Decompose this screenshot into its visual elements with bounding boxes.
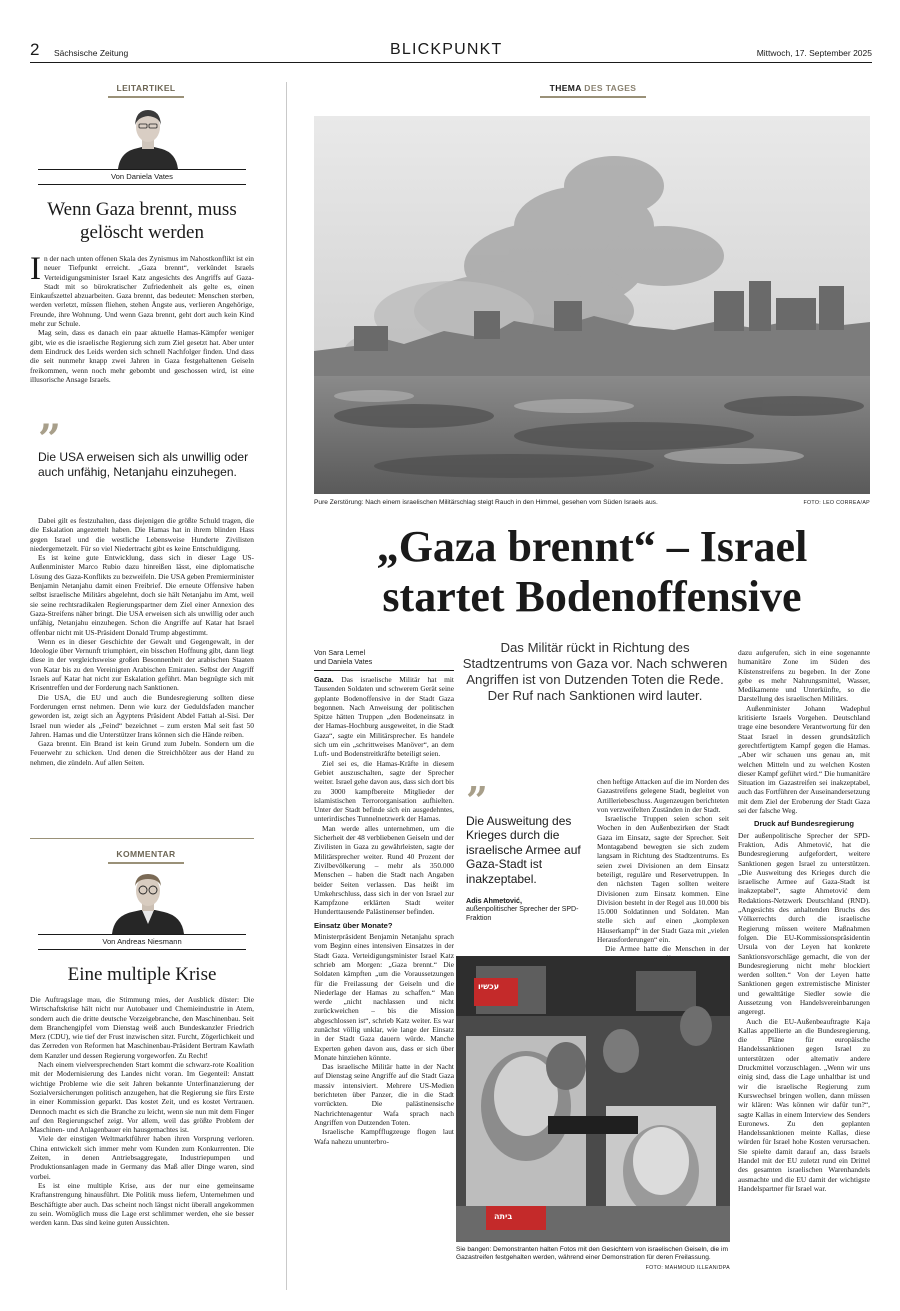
kommentar-body (30, 995, 254, 1227)
avatar-underline-2 (38, 934, 246, 935)
page-number: 2 (30, 40, 40, 59)
byline-line-2: und Daniela Vates (314, 657, 373, 666)
col2-para-3: Die Armee hatte die Menschen in der (605, 944, 729, 954)
col2-para-2: Israelische Truppen seien schon seit Wochen in den Außenbezirken der Stadt Gaza im Einsatz, sagte der Sprecher. Seit Montagabend bewegten sie sich zudem langsam in Richtung des Stadtzentrums. Es seien zwei Divisionen an dem Einsatz beteiligt, reguläre und Reservetruppen. In den nächsten Tagen sollten weitere Divisionen zum Einsatz kommen. Eine Division besteht in der Regel aus 10.000 bis 15.000 Soldatinnen und Soldaten. Man stelle sich auf einen „komplexen Häuserkampf“ in der Stadt Gaza mit „vielen Herausforderungen“ ein. (597, 814, 729, 945)
main-headline-line-2: startet Bodenoffensive (382, 572, 802, 621)
main-photo-caption: Pure Zerstörung: Nach einem israelischen Militärschlag steigt Rauch in den Himmel, gesehen vom Süden Israels aus. (314, 499, 658, 506)
col1-para-6: Israelische Kampfflugzeuge flogen laut Wafa nahezu ununterbro- (314, 1127, 454, 1146)
header-rule (30, 62, 872, 63)
col3-para-3: Der außenpolitische Sprecher der SPD-Fraktion, Adis Ahmetović, hat die Bundesregierung aufgefordert, weitere Sanktionen gegen Israel zu unterstützen. „Die Ausweitung des Krieges durch die israelische Armee auf Gaza-Stadt ist inakzeptabel“, sagte Ahmetović dem Redaktions-Netzwerk Deutschland (RND). „Angesichts des anhaltenden Bruchs des Völkerrechts durch die israelische Regierung müssen weitere Maßnahmen folgen. Die EU-Kommissionspräsidentin Ursula von der Leyen hat konkrete Sanktionsvorschläge gemacht, die von der Bundesregierung nicht mehr blockiert werden sollten.“ Von der Leyen hatte Sanktionen gegen extremistische Minister und gewalttätige Siedler sowie die Aussetzung von Handelsvereinbarungen angeregt. (738, 830, 870, 1017)
kommentar-para-4: Es ist eine multiple Krise, aus der nur eine gemeinsame Kraftanstrengung hinausführt. Die Politik muss liefern, Unternehmen und Beschäftigte aber auch. Das scheint noch längst nicht überall angekommen zu sein. Womöglich muss die Lage erst schlimmer werden, ehe sie besser werden kann. Das sind keine guten Aussichten. (30, 1180, 254, 1228)
protest-photo-caption: Sie bangen: Demonstranten halten Fotos mit den Gesichtern von israelischen Geiseln, die im Gazastreifen festgehalten werden, während einer Demonstration für deren Freilassung. (456, 1246, 728, 1262)
byline-underline (38, 184, 246, 185)
col1-para-1: Das israelische Militär hat mit Tausenden Soldaten und schwerem Gerät seine geplante Bodenoffensive in der Stadt Gaza begonnen. Nach Anweisung der politischen Spitze hätten Truppen „den Bodeneinsatz in der Hamas-Hochburg ausgeweitet, in die Stadt Gaza“, sagte ein Militärsprecher. Es handele sich um ein „schrittweises Manöver“, an dem Luft- und Bodenstreitkräfte beteiligt seien. (314, 675, 454, 759)
dateline: Gaza. (314, 675, 334, 684)
leitartikel-headline (30, 198, 254, 244)
page-header (30, 40, 872, 62)
leitartikel-byline: Von Daniela Vates (111, 172, 173, 181)
leitartikel-para-6: Die USA, die EU und auch die Bundesregierung sollten diese Forderungen ernst nehmen. Denn wie kurz der Geduldsfaden mancher geworden ist, zeigt sich an Ägyptens Präsident Abdel Fattah al-Sisi. Der Israel nun wieder als „Feind“ bezeichnet – zum ersten Mal seit fast 50 Jahren. Hamas und die Unterstützer Irans können sich die Hände reiben. (30, 692, 254, 739)
thema-tag (540, 83, 646, 98)
kommentar-para-1: Die Auftragslage mau, die Stimmung mies, der Ausblick düster: Die Wirtschaftskrise hält nicht nur Autobauer und Chemieindustrie in Atem, sondern auch die dritte deutsche Vorzeigebranche, den Maschinenbau. Seit dem Branchengipfel vom Dienstag weiß auch Bundeskanzler Friedrich Merz (CDU), wie tief der Frust inzwischen sitzt. Furcht, Zögerlichkeit und das Zerreden von Reformen hat Maschinenbau-Präsident Bertram Kawlath dem Kanzler und dessen Regierung vorgeworfen. Zu Recht! (30, 995, 254, 1060)
author-avatar-niesmann (108, 866, 188, 934)
col3-para-4: Auch die EU-Außenbeauftragte Kaja Kallas appellierte an die Bundesregierung, die Pläne für europäische Handelssanktionen gegen Israel zu unterstützen oder alternativ andere Druckmittel vorzuschlagen. „Wenn wir uns einig sind, dass die Lage unhaltbar ist und wir die israelische Regierung zum Kurswechsel bringen wollen, dann müssen wir klären: Was können wir dafür tun?“, sagte Kallas in einem Interview des Senders Euronews. Zu den geplanten Handelssanktionen meinte Kallas, diese würden für Israel hohe Kosten verursachen. Sie spielte damit darauf an, dass Israels Handel mit der EU zuletzt rund ein Drittel des gesamten israelischen Warenhandels ausmachte und die EU damit der wichtigste Handelspartner für Israel war. (738, 1016, 870, 1193)
kommentar-headline: Eine multiple Krise (67, 964, 217, 985)
section-separator (30, 838, 254, 839)
main-photo (314, 116, 870, 494)
leitartikel-para-3: Dabei gilt es festzuhalten, dass diejenigen die größte Schuld tragen, die die Eskalation angezettelt haben. Die Hamas hat in ihrem blinden Hass gegen Israel und die westliche Lebensweise Hunderte Zivilisten niedergemetzelt. Für so viel Niedertracht gibt es keine Entschuldigung. (30, 516, 254, 553)
leitartikel-para-1: n der nach unten offenen Skala des Zynismus im Nahostkonflikt ist ein neuer Tiefpunkt erreicht. „Gaza brennt“, verkündet Israels Verteidigungsminister Israel Katz angesichts des Angriffs auf Gaza-Stadt mit so bürokratischer Zufriedenheit als gelte es, einen Einkaufszettel abzuarbeiten. Gaza brennt, das bedeutet: Menschen sterben, werden verletzt, müssen fliehen, stehen Ängste aus, verlieren Angehörige, Freunde, ihre Wohnung. Und wenn Gaza brennt, geht dort auch kein Kind mehr zur Schule. (30, 254, 254, 329)
article-byline (314, 648, 454, 666)
thema-tag-bold: THEMA (549, 83, 582, 93)
col3-para-1: dazu aufgerufen, sich in eine sogenannte humanitäre Zone im Süden des Küstenstreifens zu begeben. In der Zone gebe es mehr Nahrungsmittel, Wasser, Medikamente und Unterkünfte, so die Darstellung des israelischen Militärs. (738, 648, 870, 704)
col1-para-3: Man werde alles unternehmen, um die Sicherheit der 48 verbliebenen Geiseln und der Zivilisten in Gaza zu gewährleisten, sagte der Militärsprecher weiter. Rund 40 Prozent der Zivilbevölkerung – mehr als 350.000 Menschen – haben die Stadt nach Angaben beider Seiten verlassen. Das heißt im Umkehrschluss, dass sich in der von Israel zur Kampfzone erklärten Stadt weiter Hunderttausende Palästinenser befinden. (314, 823, 454, 917)
article-teaser: Das Militär rückt in Richtung des Stadtzentrums von Gaza vor. Nach schweren Angriffen ist von Dutzenden Toten die Rede. Der Ruf nach Sanktionen wird lauter. (462, 640, 728, 703)
thema-pull-quote (466, 778, 590, 923)
thema-tag-light: DES TAGES (584, 83, 637, 93)
col1-para-5: Das israelische Militär hatte in der Nacht auf Dienstag seine Angriffe auf die Stadt Gaza massiv intensiviert. Mehrere US-Medien berichteten über Panzer, die in die Stadt vorrückten. Die palästinensische Nachrichtenagentur Wafa sprach nach Angriffen von Dutzenden Toten. (314, 1062, 454, 1127)
kommentar-para-2: Nach einem vielversprechenden Start kommt die schwarz-rote Koalition mit der Modernisierung des Landes nicht voran. Im Gegenteil: Anstatt wichtige Probleme wie die seit Jahren bekannte Unterfinanzierung der Sozialversicherungen politisch anzugehen, hat die Regierung sie fürs Erste in einer Kommission geparkt. Das kostet Zeit, und es kostet Vertrauen. Dennoch macht es sich die Branche zu leicht, wenn sie nun mit dem Finger auf den Regierungschef zeigt. Vor allem, weil das größte Problem der Maschinen- und Anlagenbauer ein hausgemachtes ist. (30, 1060, 254, 1135)
section-title: BLICKPUNKT (390, 41, 503, 58)
headline-line-2: gelöscht werden (80, 222, 204, 243)
main-photo-credit: FOTO: LEO CORREA/AP (803, 500, 870, 506)
quote-mark-icon-2: ” (466, 778, 488, 823)
article-column-3 (738, 648, 870, 1193)
main-headline-line-1: „Gaza brennt“ – Israel (376, 522, 808, 571)
leitartikel-tag: LEITARTIKEL (108, 83, 184, 98)
author-avatar-vates (112, 103, 184, 169)
col1-para-2: Ziel sei es, die Hamas-Kräfte in diesem Gebiet auszuschalten, sagte der Sprecher weiter. Israel gehe davon aus, dass sich dort bis zu 3000 kampfbereite Mitglieder der islamistischen Terrororganisation aufhielten. Unter der Stadt befinde sich ein ausgedehntes, unterirdisches Tunnelnetzwerk der Hamas. (314, 758, 454, 824)
byline-line-1: Von Sara Lemel (314, 648, 366, 657)
quote-role: außenpolitischer Sprecher der SPD-Fraktion (466, 906, 579, 922)
quote-mark-icon: ” (38, 416, 62, 463)
leitartikel-para-5: Wenn es in dieser Geschichte der Gewalt und Gegengewalt, in der Ideologie über Vernunft triumphiert, ein bisschen Hoffnung gibt, dann liegt diese in der vergleichsweise großen Besonnenheit der arabischen Staaten von Katar bis zu den Vereinigten Arabischen Emiraten. Selbst der Angriff Israels auf Katar hat nicht zur Eskalation geführt. Man begnügte sich mit Krisentreffen und der Forderung nach Sanktionen. (30, 636, 254, 693)
pull-quote-text: Die USA erweisen sich als unwillig oder auch unfähig, Netanjahu einzuhegen. (38, 450, 249, 479)
article-column-1 (314, 675, 454, 1146)
protest-photo-credit: FOTO: MAHMOUD ILLEAN/DPA (645, 1265, 730, 1271)
paper-name: Sächsische Zeitung (54, 48, 129, 58)
headline-line-1: Wenn Gaza brennt, muss (47, 199, 237, 220)
avatar-underline (38, 169, 246, 170)
article-column-2 (597, 777, 729, 963)
column-divider (286, 82, 287, 1290)
col1-subhead: Einsatz über Monate? (314, 920, 393, 930)
kommentar-tag: KOMMENTAR (108, 849, 184, 864)
leitartikel-para-2: Mag sein, dass es danach ein paar aktuelle Hamas-Kämpfer weniger gibt, wie es die israelische Regierung sich zum Ziel gesetzt hat. Aber unter dem Eindruck des Leids werden sich schnell Nachfolger finden. Und dass die seit nunmehr knapp zwei Jahren in Gaza festgehaltenen Geiseln freikommen, wenn noch mehr gebombt und geschossen wird, ist eine illusorische Ansage Israels. (30, 328, 254, 384)
dropcap: I (30, 251, 41, 287)
byline-rule (314, 670, 454, 671)
main-headline (300, 522, 884, 622)
header-date: Mittwoch, 17. September 2025 (756, 48, 872, 58)
sign-text-top: עכשיו (478, 982, 500, 991)
kommentar-byline: Von Andreas Niesmann (102, 937, 182, 946)
col1-para-4: Ministerpräsident Benjamin Netanjahu sprach vom Beginn eines intensiven Einsatzes in der Stadt Gaza. Verteidigungsminister Israel Katz schrieb am Morgen: „Gaza brennt.“ Die Soldaten kämpften „um die Voraussetzungen für die Freilassung der Geiseln und die Niederlage der Hamas zu schaffen.“ Man werde „nicht nachlassen und nicht zurückweichen – bis die Mission abgeschlossen ist“, schrieb Katz weiter. Es war zunächst völlig unklar, wie lange der Einsatz in der Stadt Gaza dauern würde. Manche Experten gehen davon aus, dass er sich über Monate hinziehen könnte. (314, 932, 454, 1062)
pull-quote (38, 416, 254, 480)
quote-author: Adis Ahmetović, (466, 896, 523, 906)
leitartikel-para-7: Gaza brennt. Ein Brand ist kein Grund zum Jubeln. Sondern um die Feuerwehr zu schicken. Und denen die Streichhölzer aus der Hand zu nehmen, die zündeln. Auf allen Seiten. (30, 739, 254, 767)
leitartikel-body-top (30, 251, 254, 384)
kommentar-para-3: Viele der einstigen Weltmarktführer haben ihren Vorsprung verloren. China entwickelt sich immer mehr vom Kunden zum Konkurrenten. Die Zeiten, in denen Antriebsaggregate, Industriepumpen und Produktionsanlagen made in Germany das Maß aller Dinge waren, sind vorbei. (30, 1134, 254, 1181)
leitartikel-para-4: Es ist keine gute Entwicklung, dass sich in dieser Lage US-Außenminister Marco Rubio dazu hinreißen lässt, eine diplomatische Lösung des Gaza-Konflikts zu bezweifeln. Die USA geben Premierminister Benjamin Netanjahu damit einen Freibrief. Die erneute Offensive haben selbst israelische Militärs abgelehnt, doch sie hält Netanjahu im Amt, weil sie seine rechtsradikalen Regierungspartner dem Ziel einer Annexion des Gaza-Streifens näher bringt. Die USA erweisen sich als unwillig oder auch unfähig, Netanjahu einzuhegen. Schon die Angriffe auf Katar hat Israel offenbar nicht mit US-Präsident Donald Trump abgestimmt. (30, 553, 254, 637)
col3-para-2: Außenminister Johann Wadephul kritisierte Israels Vorgehen. Deutschland trage eine besondere Verantwortung für den Staat Israel in dessen grundsätzlich gerechtfertigtem Kampf gegen die Hamas. „Aber wir schauen uns genau an, mit welchen Mitteln und zu welchen Kosten dieser Kampf geführt wird.“ Die humanitäre Situation im Gazastreifen sei inakzeptabel, auch das Fortführen der Auseinandersetzung mit dem Ziel der Eroberung der Stadt Gaza sei der falsche Weg. (738, 703, 870, 816)
leitartikel-body-bottom (30, 516, 254, 767)
thema-quote-text: Die Ausweitung des Krieges durch die israelische Armee auf Gaza-Stadt ist inakzeptabel. (466, 814, 581, 886)
sign-text-bottom: ביתה (494, 1212, 513, 1221)
col3-subhead: Druck auf Bundesregierung (753, 819, 854, 829)
byline-underline-2 (38, 949, 246, 950)
col2-para-1: chen heftige Attacken auf die im Norden des Gazastreifens gelegene Stadt, begleitet von Artilleriebeschuss. Augenzeugen berichteten von verzweifelten Zuständen in der Stadt. (597, 777, 729, 814)
protest-photo (456, 956, 730, 1242)
